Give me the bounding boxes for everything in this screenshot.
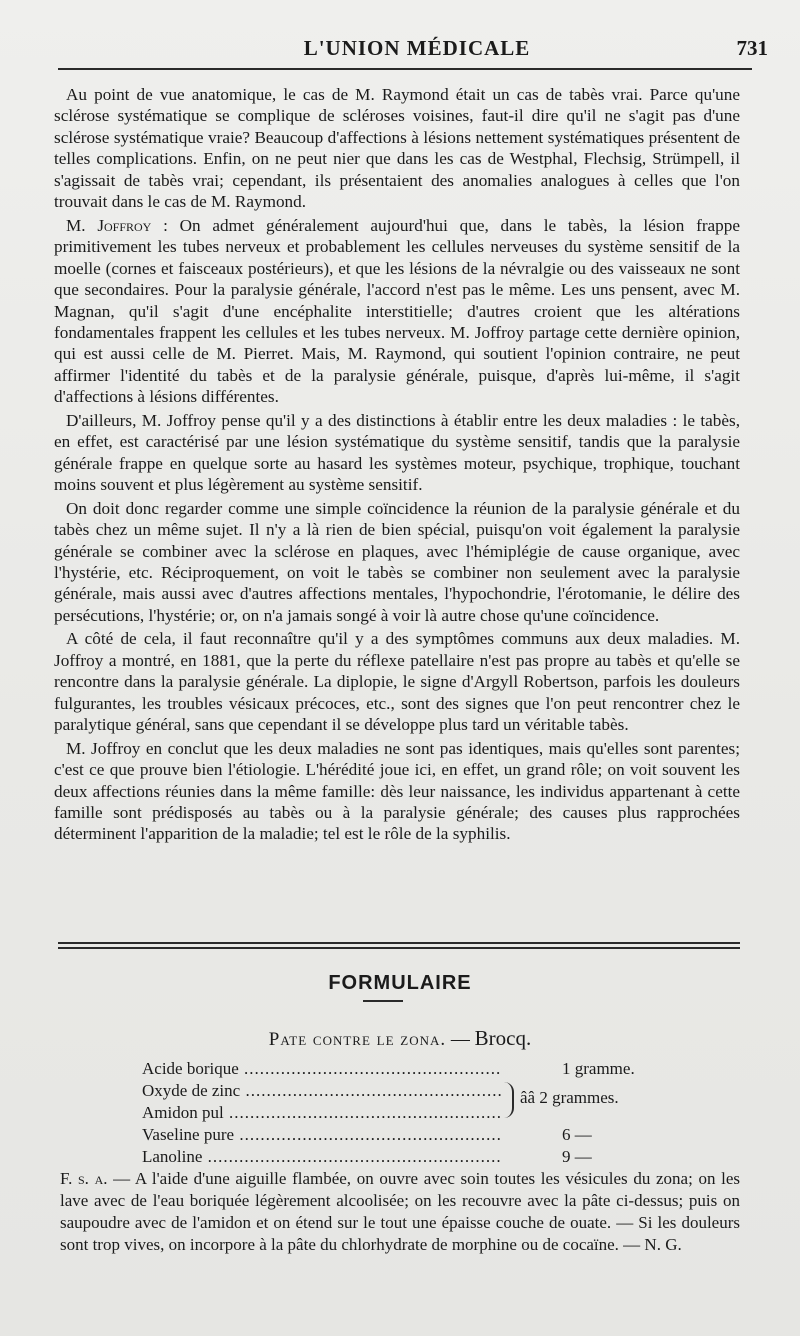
- section-title: FORMULAIRE: [328, 972, 472, 994]
- running-title: L'UNION MÉDICALE: [303, 36, 531, 60]
- recipe-title: Pate contre le zona. — Brocq.: [268, 1026, 532, 1050]
- ingredient-name: Amidon pul .....: [142, 1102, 502, 1124]
- recipe-label: Pate contre le zona.: [268, 1029, 447, 1050]
- paragraph: On doit donc regarder comme une simple coïncidence la réunion de la paralysie générale et du tabès chez un même sujet. Il n'y a là rien de bien spécial, puisqu'on voit également la paralysie générale se combiner avec la sclérose en plaques, avec l'hémiplégie de cause organique, avec l'hystérie, etc. Réciproquement, on voit le tabès se combiner non seulement avec la paralysie générale, mais aussi avec d'autres affections mentales, l'hypochondrie, l'érotomanie, le délire des persécutions, l'hystérie; or, on n'a jamais songé à voir là autre chose qu'une coïncidence.: [54, 498, 740, 625]
- article-body: [54, 84, 740, 845]
- page-number: 731: [736, 36, 768, 60]
- speaker-name: Joffroy: [97, 215, 152, 235]
- ingredient-name: Oxyde de zinc .....: [142, 1080, 502, 1102]
- ingredient-row: [142, 1058, 682, 1080]
- ingredient-row: [142, 1146, 682, 1168]
- shared-quantity: ââ 2 grammes.: [520, 1088, 619, 1107]
- paragraph: A côté de cela, il faut reconnaître qu'il y a des symptômes communs aux deux maladies. M. Joffroy a montré, en 1881, que la perte du réflexe patellaire n'est pas propre au tabès et qu'elle se rencontre dans la paralysie générale. La diplopie, le signe d'Argyll Robertson, parfois les douleurs fulgurantes, les troubles vésicaux précoces, etc., sont des signes que l'on peut rencontrer chez le paralytique général, sans que cependant il se développe plus tard un véritable tabès.: [54, 629, 740, 735]
- ingredient-list: [142, 1058, 682, 1168]
- formula-instructions: F. s. a. — A l'aide d'une aiguille flambée, on ouvre avec soin toutes les vésicules du zona; on les lave avec de l'eau boriquée légèrement alcoolisée; on les recouvre avec la pâte ci-dessus; puis on saupoudre avec de l'amidon et on étend sur le tout une épaisse couche de ouate. — Si les douleurs sont trop vives, on incorpore à la pâte du chlorhydrate de morphine ou de cocaïne. — N. G.: [60, 1169, 740, 1254]
- ingredient-qty: 6 —: [562, 1125, 592, 1144]
- paragraph: Au point de vue anatomique, le cas de M. Raymond était un cas de tabès vrai. Parce qu'une sclérose systématique se complique de scléroses voisines, faut-il dire qu'il ne s'agit pas d'une sclérose systématique vraie? Beaucoup d'affections à lésions nettement systématiques présentent de telles complications. Enfin, on ne peut nier que dans les cas de Westphal, Flechsig, Strümpell, il s'agissait de tabès vrai; cependant, ils présentaient des anomalies analogues à celles que l'on trouvait dans le cas de M. Raymond.: [54, 85, 740, 212]
- instructions-label: F. s. a.: [60, 1169, 108, 1188]
- recipe-author: Brocq.: [474, 1026, 532, 1050]
- page-header: [56, 36, 778, 68]
- brace-mark: [504, 1082, 514, 1118]
- section-divider: [58, 942, 740, 949]
- ingredient-row: [142, 1124, 682, 1146]
- paragraph: M. Joffroy : On admet généralement aujourd'hui que, dans le tabès, la lésion frappe primitivement les tubes nerveux et probablement les cellules nerveuses du système sensitif de la moelle (cornes et faisceaux postérieurs), et que les lésions de la névralgie ou des vaisseaux ne sont que secondaires. Pour la paralysie générale, l'accord n'est pas le même. Les uns pensent, avec M. Magnan, qu'il s'agit d'une encéphalite interstitielle; d'autres croient que les altérations fondamentales frappent les cellules et les tubes nerveux. M. Joffroy partage cette dernière opinion, qui est aussi celle de M. Pierret. Mais, M. Raymond, qui soutient l'opinion contraire, ne peut affirmer l'identité du tabès et de la paralysie générale, puisque, d'après lui-même, il s'agit d'affections à lésions différentes.: [54, 215, 740, 407]
- ingredient-name: Acide borique .....: [142, 1058, 502, 1080]
- title-rule: [363, 1000, 403, 1002]
- ingredient-name: Lanoline .....: [142, 1146, 502, 1168]
- header-rule: [58, 68, 752, 70]
- paragraph: D'ailleurs, M. Joffroy pense qu'il y a des distinctions à établir entre les deux maladies : le tabès, en effet, est caractérisé par une lésion systématique du système sensitif, tandis que la paralysie générale frappe en quelque sorte au hasard les systèmes moteur, psychique, trophique, touchant moins souvent et plus légèrement au système sensitif.: [54, 410, 740, 495]
- ingredient-qty: 1 gramme.: [562, 1059, 635, 1078]
- paragraph: M. Joffroy en conclut que les deux maladies ne sont pas identiques, mais qu'elles sont parentes; c'est ce que prouve bien l'étiologie. L'hérédité joue ici, en effet, un grand rôle; on voit souvent les deux affections réunies dans la même famille: dès leur naissance, les individus appartenant à cette famille sont prédisposés au tabès ou à la paralysie générale; des causes plus rapprochées déterminent l'apparition de la maladie; tel est le rôle de la syphilis.: [54, 738, 740, 844]
- ingredient-qty: 9 —: [562, 1147, 592, 1166]
- ingredient-name: Vaseline pure .....: [142, 1124, 502, 1146]
